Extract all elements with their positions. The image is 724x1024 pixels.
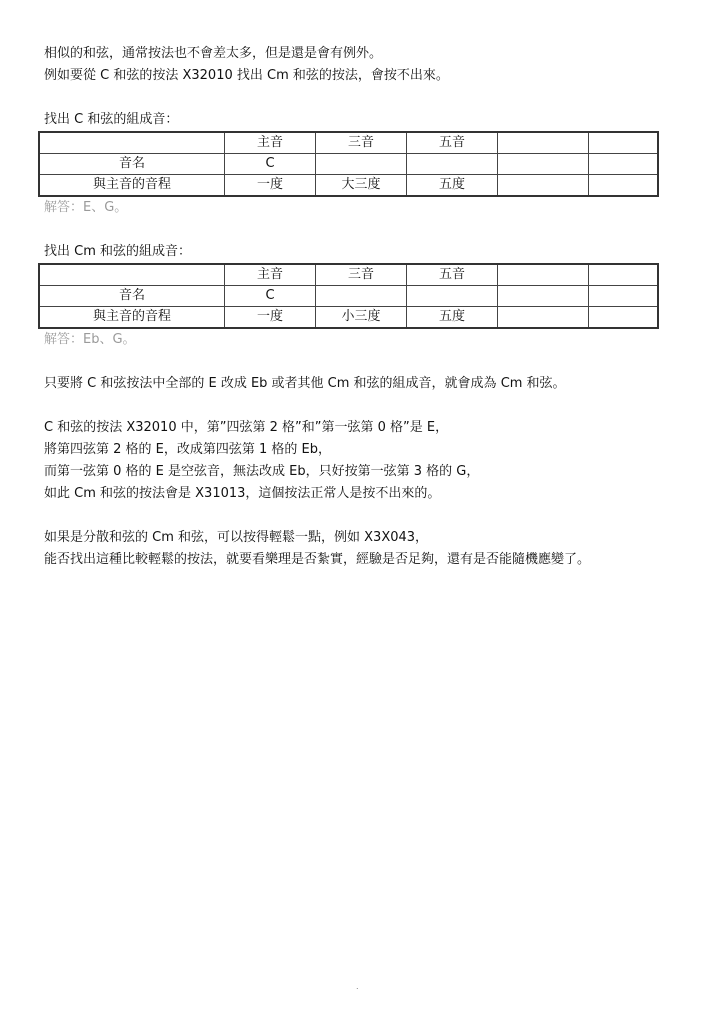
c-chord-table [38, 131, 659, 197]
footer-mark: . [356, 982, 359, 991]
table-cell [498, 132, 589, 154]
table-row-label: 與主音的音程 [39, 175, 225, 197]
table-header-cell: 主音 [225, 264, 316, 286]
table-cell [589, 154, 659, 175]
answer-cm: 解答：Eb、G。 [44, 332, 136, 347]
table-cell [407, 286, 498, 307]
table-cell [39, 132, 225, 154]
paragraph-2-line-4: 如此 Cm 和弦的按法會是 X31013，這個按法正常人是按不出來的。 [44, 486, 441, 501]
paragraph-2-line-3: 而第一弦第 0 格的 E 是空弦音，無法改成 Eb，只好按第一弦第 3 格的 G， [44, 464, 480, 479]
paragraph-3-line-1: 如果是分散和弦的 Cm 和弦，可以按得輕鬆一點，例如 X3X043， [44, 530, 429, 545]
table-cell: 一度 [225, 175, 316, 197]
table-row [39, 286, 658, 307]
table-cell [498, 264, 589, 286]
table-header-row [39, 264, 658, 286]
table-cell: 一度 [225, 307, 316, 329]
paragraph-2-line-2: 將第四弦第 2 格的 E，改成第四弦第 1 格的 Eb， [44, 442, 332, 457]
table-row [39, 175, 658, 197]
table-cell [407, 154, 498, 175]
table-cell: 大三度 [316, 175, 407, 197]
cm-chord-table [38, 263, 659, 329]
table-row-label: 音名 [39, 154, 225, 175]
table-header-row [39, 132, 658, 154]
table-cell [589, 307, 659, 329]
table-cell [498, 307, 589, 329]
table-cell [39, 264, 225, 286]
intro-line-2: 例如要從 C 和弦的按法 X32010 找出 Cm 和弦的按法，會按不出來。 [44, 68, 449, 83]
table-header-cell: 五音 [407, 132, 498, 154]
table-cell [589, 132, 659, 154]
table-header-cell: 三音 [316, 264, 407, 286]
paragraph-3-line-2: 能否找出這種比較輕鬆的按法，就要看樂理是否紮實，經驗是否足夠，還有是否能隨機應變了。 [44, 552, 591, 567]
table-cell: C [225, 154, 316, 175]
table-cell [589, 286, 659, 307]
table-cell: 五度 [407, 307, 498, 329]
table-cell [498, 286, 589, 307]
section-heading-cm: 找出 Cm 和弦的組成音： [44, 244, 192, 259]
table-cell [589, 175, 659, 197]
table-header-cell: 三音 [316, 132, 407, 154]
table-cell [498, 175, 589, 197]
table-row-label: 與主音的音程 [39, 307, 225, 329]
answer-c: 解答：E、G。 [44, 200, 128, 215]
table-row [39, 307, 658, 329]
paragraph-1: 只要將 C 和弦按法中全部的 E 改成 Eb 或者其他 Cm 和弦的組成音，就會成為 Cm 和弦。 [44, 376, 566, 391]
table-cell [498, 154, 589, 175]
table-header-cell: 主音 [225, 132, 316, 154]
section-heading-c: 找出 C 和弦的組成音： [44, 112, 179, 127]
table-cell [316, 286, 407, 307]
table-cell [316, 154, 407, 175]
document-page [44, 43, 684, 571]
table-header-cell: 五音 [407, 264, 498, 286]
table-cell [589, 264, 659, 286]
table-cell: C [225, 286, 316, 307]
intro-line-1: 相似的和弦，通常按法也不會差太多，但是還是會有例外。 [44, 46, 383, 61]
table-row-label: 音名 [39, 286, 225, 307]
table-cell: 五度 [407, 175, 498, 197]
paragraph-2-line-1: C 和弦的按法 X32010 中，第”四弦第 2 格”和”第一弦第 0 格”是 E， [44, 420, 449, 435]
table-cell: 小三度 [316, 307, 407, 329]
table-row [39, 154, 658, 175]
